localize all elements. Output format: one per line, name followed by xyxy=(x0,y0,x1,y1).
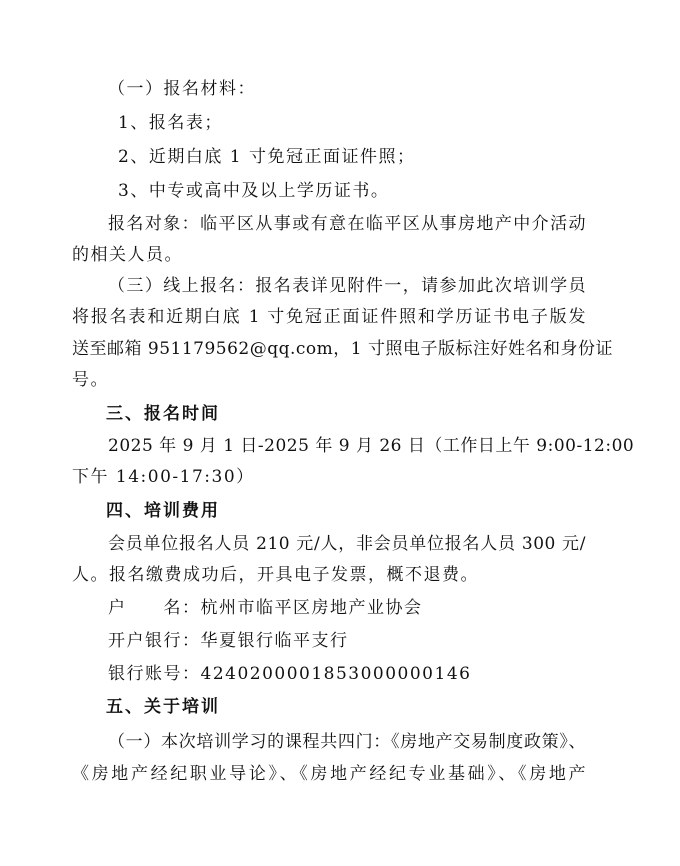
paragraph-online-line-4: 号。 xyxy=(72,370,109,390)
section-heading-training: 五、关于培训 xyxy=(106,697,220,717)
section-subheading-materials: （一）报名材料： xyxy=(108,79,256,99)
paragraph-time-line-2: 下午 14:00-17:30） xyxy=(72,467,255,487)
paragraph-training-line-1: （一）本次培训学习的课程共四门：《房地产交易制度政策》、 xyxy=(108,732,586,752)
paragraph-fees-line-1: 会员单位报名人员 210 元/人，非会员单位报名人员 300 元/ xyxy=(108,534,586,554)
account-name-line: 户 名：杭州市临平区房地产业协会 xyxy=(108,598,423,618)
list-item-application-form: 1、报名表； xyxy=(118,113,223,133)
paragraph-online-line-2: 将报名表和近期白底 1 寸免冠正面证件照和学历证书电子版发 xyxy=(72,307,586,327)
bank-name-line: 开户银行：华夏银行临平支行 xyxy=(108,631,349,651)
list-item-diploma: 3、中专或高中及以上学历证书。 xyxy=(118,181,390,201)
paragraph-target-line-1: 报名对象：临平区从事或有意在临平区从事房地产中介活动 xyxy=(108,214,586,234)
bank-account-line: 银行账号：424020000185300000014​6 xyxy=(108,664,472,684)
paragraph-training-line-2: 《房地产经纪职业导论》、《房地产经纪专业基础》、《房地产 xyxy=(72,764,586,784)
section-heading-registration-time: 三、报名时间 xyxy=(106,404,220,424)
paragraph-online-line-3: 送至邮箱 951179562@qq.com，1 寸照电子版标注好姓名和身份证 xyxy=(72,339,614,359)
paragraph-time-line-1: 2025 年 9 月 1 日-2025 年 9 月 26 日（工作日上午 9:00-12:00 xyxy=(108,436,635,456)
paragraph-online-line-1: （三）线上报名：报名表详见附件一，请参加此次培训学员 xyxy=(108,276,586,296)
paragraph-target-line-2: 的相关人员。 xyxy=(72,245,183,265)
list-item-photo: 2、近期白底 1 寸免冠正面证件照； xyxy=(118,147,416,167)
section-heading-fees: 四、培训费用 xyxy=(106,501,220,521)
paragraph-fees-line-2: 人。报名缴费成功后，开具电子发票，概不退费。 xyxy=(72,565,479,585)
